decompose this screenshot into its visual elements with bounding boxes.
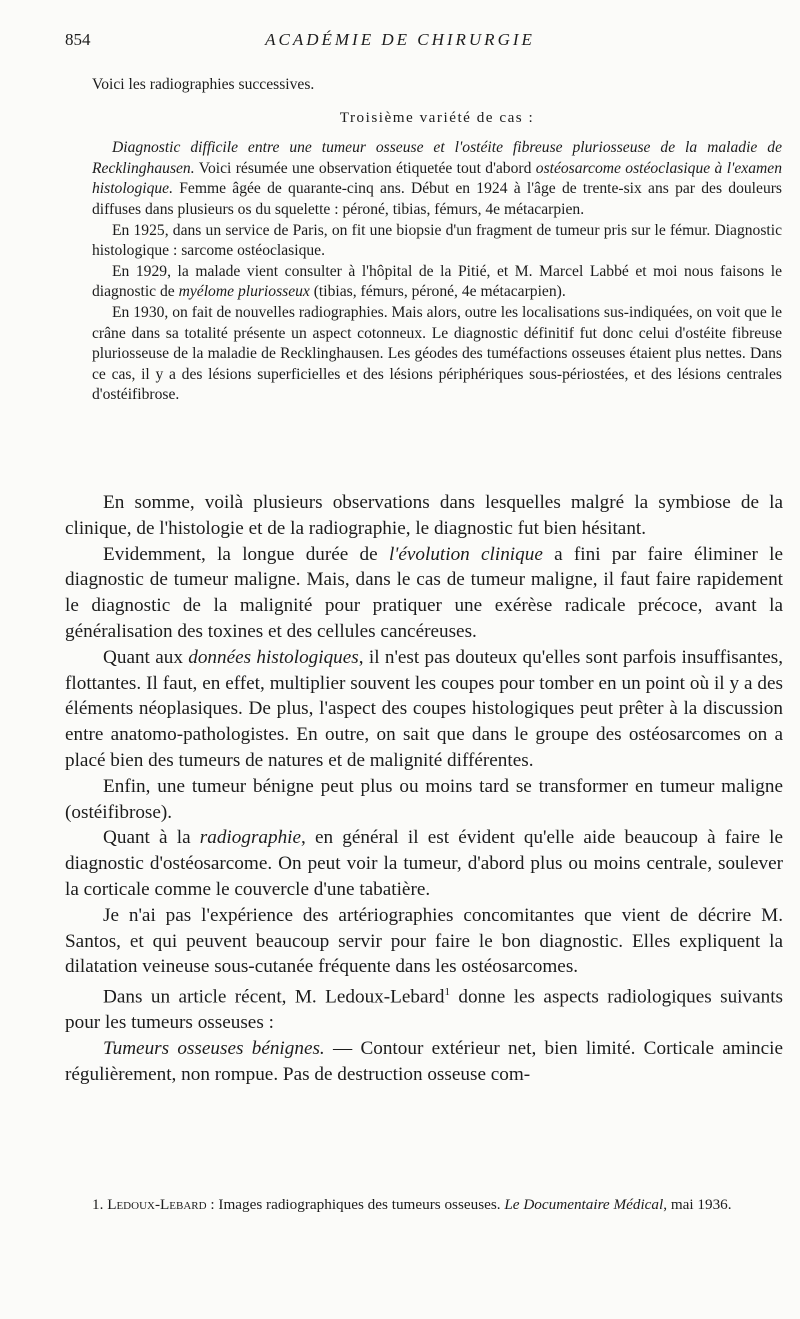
body-paragraph-4: Enfin, une tumeur bénigne peut plus ou moins tard se transformer en tumeur maligne (ostéifibrose). (65, 775, 783, 823)
case-paragraph-3 (92, 262, 782, 303)
case-p1-italic-a: Diagnostic difficile entre une tumeur osseuse et l'ostéite fibreuse pluriosseuse de la maladie de Recklinghausen. (92, 139, 782, 177)
case-paragraph-2: En 1925, dans un service de Paris, on fit une biopsie d'un fragment de tumeur pris sur le fémur. Diagnostic histologique : sarcome ostéoclasique. (92, 221, 782, 260)
body-p2-text-b: a fini par faire éliminer le diagnostic de tumeur maligne. Mais, dans le cas de tumeur maligne, il faut faire rapidement le diagnostic de la malignité pour pratiquer une exérèse radicale précoce, avant la généralisation des toxines et des cellules cancéreuses. (65, 543, 783, 642)
footnote-text-b: , mai 1936. (663, 1196, 732, 1213)
intro-line: Voici les radiographies successives. (92, 76, 315, 93)
page-header (0, 30, 800, 54)
footnote-text-a: : Images radiographiques des tumeurs osseuses. (206, 1196, 505, 1213)
body-p7-text-b: donne les aspects radiologiques suivants pour les tumeurs osseuses : (65, 986, 784, 1034)
body-section (65, 490, 783, 1088)
case-p3-italic: myélome pluriosseux (178, 283, 310, 301)
body-p7-text-a: Dans un article récent, M. Ledoux-Lebard (103, 986, 445, 1008)
body-p8-text: — Contour extérieur net, bien limité. Corticale amincie régulièrement, non rompue. Pas de destruction osseuse com- (65, 1038, 783, 1085)
footnote-journal: Le Documentaire Médical (504, 1196, 664, 1213)
body-p5-text-b: , en général il est évident qu'elle aide beaucoup à faire le diagnostic d'ostéosarcome. On peut voir la tumeur, d'abord plus ou moins centrale, soulever la corticale comme le couvercle d'une tabatière. (65, 827, 783, 900)
body-paragraph-6: Je n'ai pas l'expérience des artériographies concomitantes que vient de décrire M. Santos, et qui peuvent beaucoup servir pour faire le bon diagnostic. Elles expliquent la dilatation veineuse sous-cutanée fréquente dans les ostéosarcomes. (65, 904, 783, 978)
body-paragraph-8 (65, 1036, 783, 1088)
body-p5-italic: radiographie (199, 827, 302, 849)
body-p3-italic: données histologiques (188, 646, 359, 668)
footnote-author: Ledoux-Lebard (107, 1196, 207, 1213)
body-paragraph-1: En somme, voilà plusieurs observations dans lesquelles malgré la symbiose de la clinique, de l'histologie et de la radiographie, le diagnostic fut bien hésitant. (65, 492, 783, 539)
body-paragraph-2 (65, 542, 783, 645)
case-p3-text-a: En 1929, la malade vient consulter à l'hôpital de la Pitié, et M. Marcel Labbé et moi nous faisons le diagnostic de (92, 262, 782, 301)
case-paragraph-1 (92, 138, 782, 220)
body-p3-text-b: , il n'est pas douteux qu'elles sont parfois insuffisantes, flottantes. Il faut, en effet, multiplier souvent les coupes pour tomber en un point où il y a des éléments néoplasiques. De plus, l'aspect des coupes histologiques peut prêter à la discussion entre anatomo-pathologistes. En outre, on sait que dans le groupe des ostéosarcomes on a placé bien des tumeurs de natures et de malignité différentes. (65, 646, 783, 771)
section-title: Troisième variété de cas : (339, 108, 535, 126)
case-p3-text-b: (tibias, fémurs, péroné, 4e métacarpien). (309, 283, 566, 301)
body-paragraph-5 (65, 825, 783, 902)
footnote (92, 1195, 782, 1215)
case-paragraph-4: En 1930, on fait de nouvelles radiographies. Mais alors, outre les localisations sus-indiquées, on voit que le crâne dans sa totalité présente un aspect cotonneux. Le diagnostic définitif fut donc celui d'ostéite fibreuse pluriosseuse de la maladie de Recklinghausen. Les géodes des tuméfactions osseuses étaient plus nettes. Dans ce cas, il y a des lésions superficielles et des lésions périphériques sous-périostées, et des lésions centrales d'ostéifibrose. (92, 303, 782, 404)
body-p2-italic: l'évolution clinique (388, 543, 543, 565)
footnote-text (92, 1195, 782, 1215)
footnote-ref: 1 (444, 986, 450, 999)
case-section (92, 75, 782, 406)
body-p5-text-a: Quant à la (103, 827, 200, 849)
body-p8-italic: Tumeurs osseuses bénignes. (103, 1038, 325, 1060)
body-p2-text-a: Evidemment, la longue durée de (103, 543, 389, 565)
case-p1-text-b: Femme âgée de quarante-cinq ans. Début en 1924 à l'âge de trente-six ans par des douleurs diffuses dans plusieurs os du squelette : péroné, tibias, fémurs, 4e métacarpien. (92, 180, 782, 218)
case-p1-italic-b: ostéosarcome ostéoclasique à l'examen histologique. (92, 159, 782, 198)
running-head: ACADÉMIE DE CHIRURGIE (265, 30, 535, 49)
footnote-number: 1. (92, 1196, 108, 1213)
body-p3-text-a: Quant aux (103, 646, 189, 668)
body-paragraph-3 (65, 645, 783, 774)
body-paragraph-7 (65, 980, 783, 1036)
case-p1-text-a: Voici résumée une observation étiquetée tout d'abord (194, 159, 536, 177)
page-number: 854 (65, 30, 91, 49)
